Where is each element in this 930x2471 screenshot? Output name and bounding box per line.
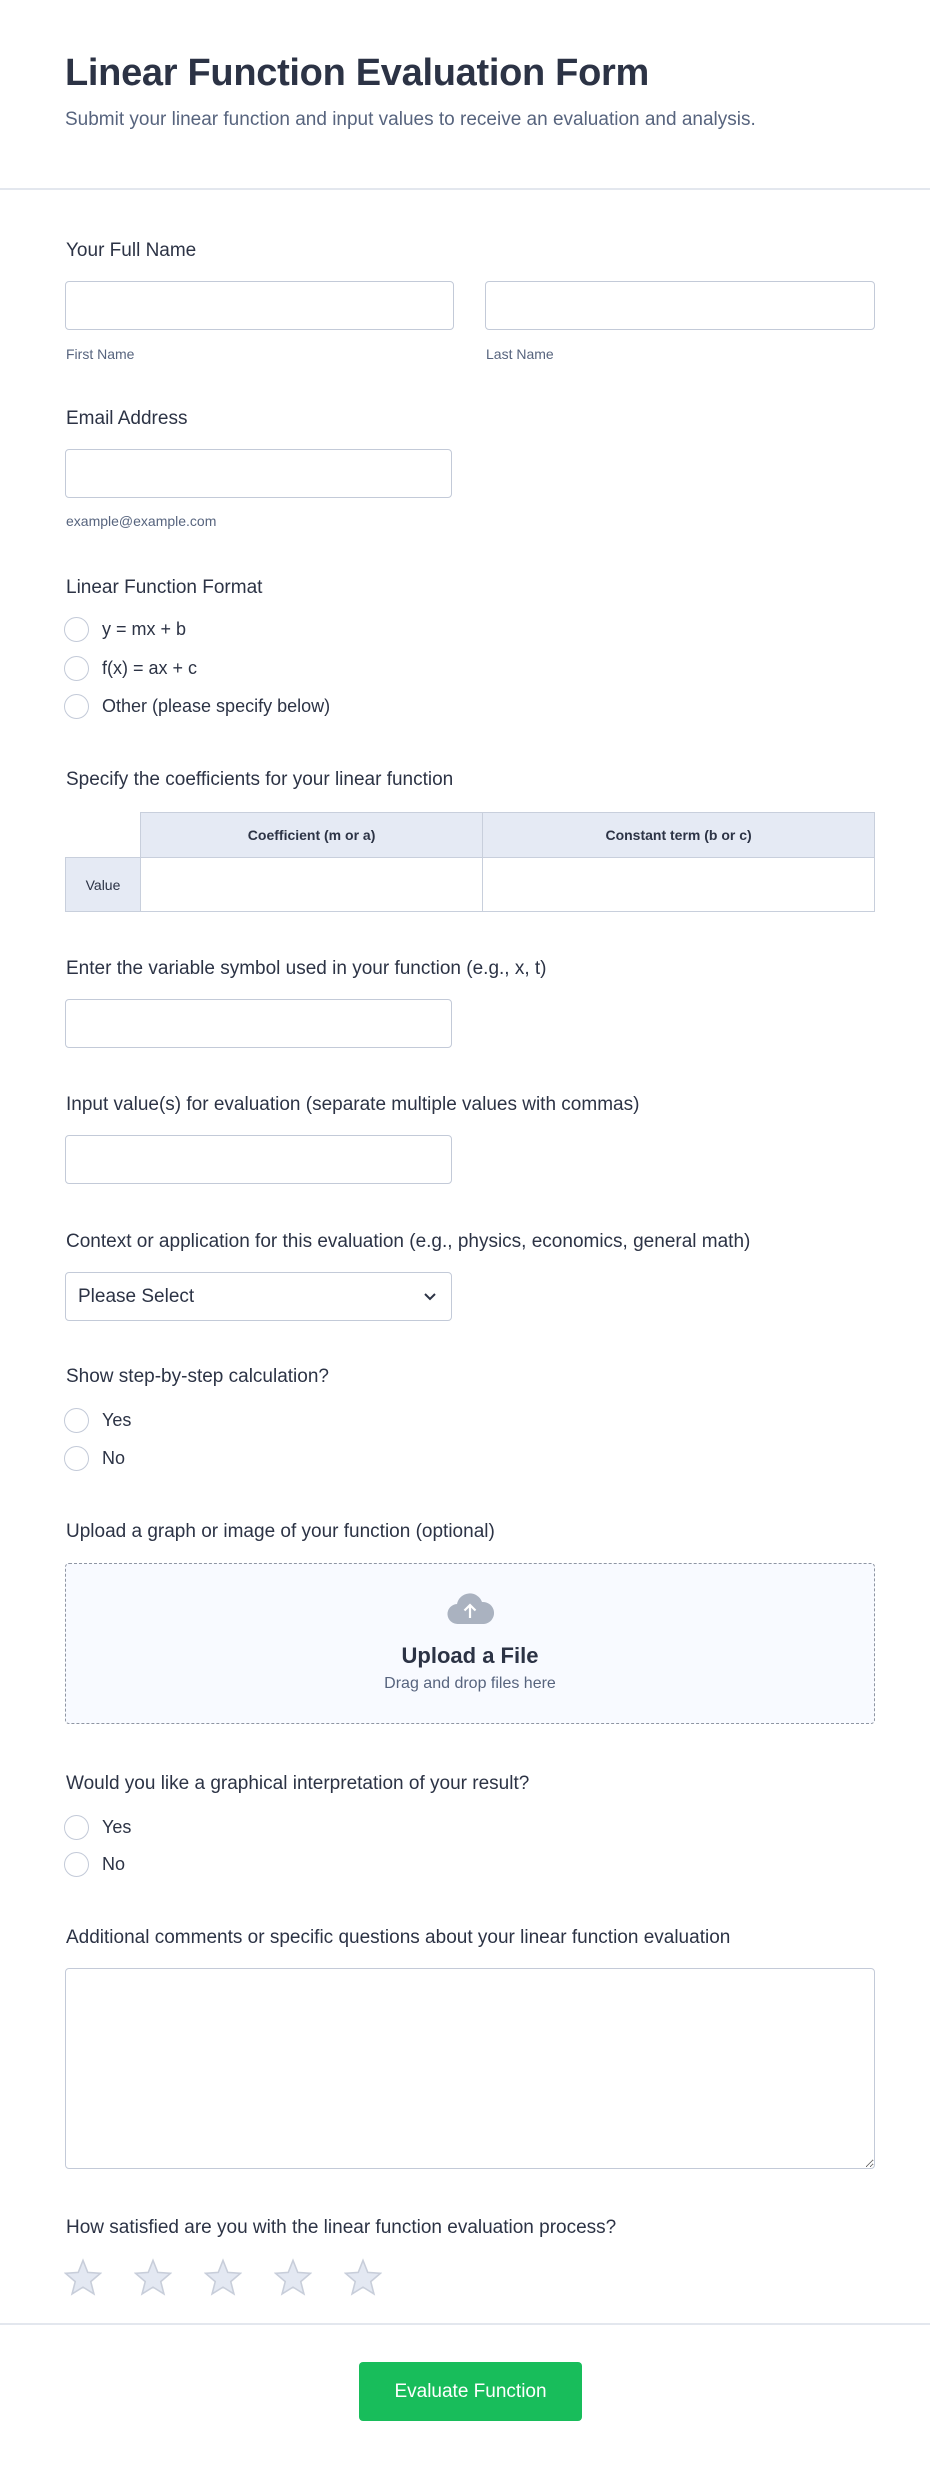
upload-title: Upload a File [401,1643,539,1668]
format-option-1[interactable] [64,617,186,642]
last-name-sublabel: Last Name [486,346,554,362]
radio-button[interactable] [64,694,89,719]
upload-hint: Drag and drop files here [384,1675,556,1692]
input-values-input[interactable] [65,1135,452,1184]
coefficients-table [65,812,875,912]
input-values-label: Input value(s) for evaluation (separate multiple values with commas) [66,1094,640,1115]
variable-input[interactable] [65,999,452,1048]
option-label: f(x) = ax + c [102,658,198,678]
chevron-down-icon [423,1292,437,1301]
row-header-value: Value [66,858,141,912]
rating-label: How satisfied are you with the linear function evaluation process? [66,2217,617,2238]
steps-option-yes[interactable] [64,1408,131,1433]
format-option-2[interactable] [64,656,197,681]
column-header-constant: Constant term (b or c) [483,813,875,858]
email-input[interactable] [65,449,452,498]
full-name-label: Your Full Name [66,240,197,261]
last-name-input[interactable] [485,281,875,330]
steps-option-no[interactable] [64,1446,125,1471]
comments-label: Additional comments or specific questions about your linear function evaluation [66,1927,731,1948]
page-title: Linear Function Evaluation Form [65,52,649,94]
star-icon[interactable] [134,2258,172,2296]
option-label: Other (please specify below) [102,696,331,716]
option-label: No [102,1854,126,1874]
coefficients-label: Specify the coefficients for your linear function [66,769,454,790]
constant-cell-input[interactable] [483,858,875,912]
comments-textarea[interactable] [65,1968,875,2169]
option-label: y = mx + b [102,619,187,639]
radio-button[interactable] [64,617,89,642]
format-option-3[interactable] [64,694,330,719]
radio-button[interactable] [64,1852,89,1877]
graphical-label: Would you like a graphical interpretation of your result? [66,1773,530,1794]
radio-button[interactable] [64,1815,89,1840]
context-label: Context or application for this evaluation (e.g., physics, economics, general math) [66,1231,751,1252]
graphical-option-yes[interactable] [64,1815,131,1840]
column-header-coefficient: Coefficient (m or a) [141,813,483,858]
evaluate-function-button[interactable]: Evaluate Function [359,2362,582,2421]
coefficient-cell-input[interactable] [141,858,483,912]
steps-label: Show step-by-step calculation? [66,1366,329,1387]
graphical-option-no[interactable] [64,1852,125,1877]
option-label: Yes [102,1817,132,1837]
radio-button[interactable] [64,656,89,681]
footer-divider [0,2323,930,2325]
variable-label: Enter the variable symbol used in your function (e.g., x, t) [66,958,547,979]
upload-label: Upload a graph or image of your function (optional) [66,1521,495,1542]
format-label: Linear Function Format [66,577,263,598]
context-selected-value: Please Select [78,1285,195,1307]
email-sublabel: example@example.com [66,513,217,529]
page-subtitle: Submit your linear function and input values to receive an evaluation and analysis. [65,109,756,130]
star-icon[interactable] [204,2258,242,2296]
star-icon[interactable] [274,2258,312,2296]
option-label: No [102,1448,126,1468]
context-select[interactable] [65,1272,452,1321]
first-name-input[interactable] [65,281,454,330]
email-label: Email Address [66,408,188,429]
file-upload-dropzone[interactable] [65,1563,875,1724]
star-rating[interactable] [64,2258,382,2296]
first-name-sublabel: First Name [66,346,135,362]
header-divider [0,188,930,190]
cloud-upload-icon [446,1592,494,1626]
radio-button[interactable] [64,1408,89,1433]
option-label: Yes [102,1410,132,1430]
radio-button[interactable] [64,1446,89,1471]
star-icon[interactable] [64,2258,102,2296]
empty-corner [66,813,141,858]
star-icon[interactable] [344,2258,382,2296]
